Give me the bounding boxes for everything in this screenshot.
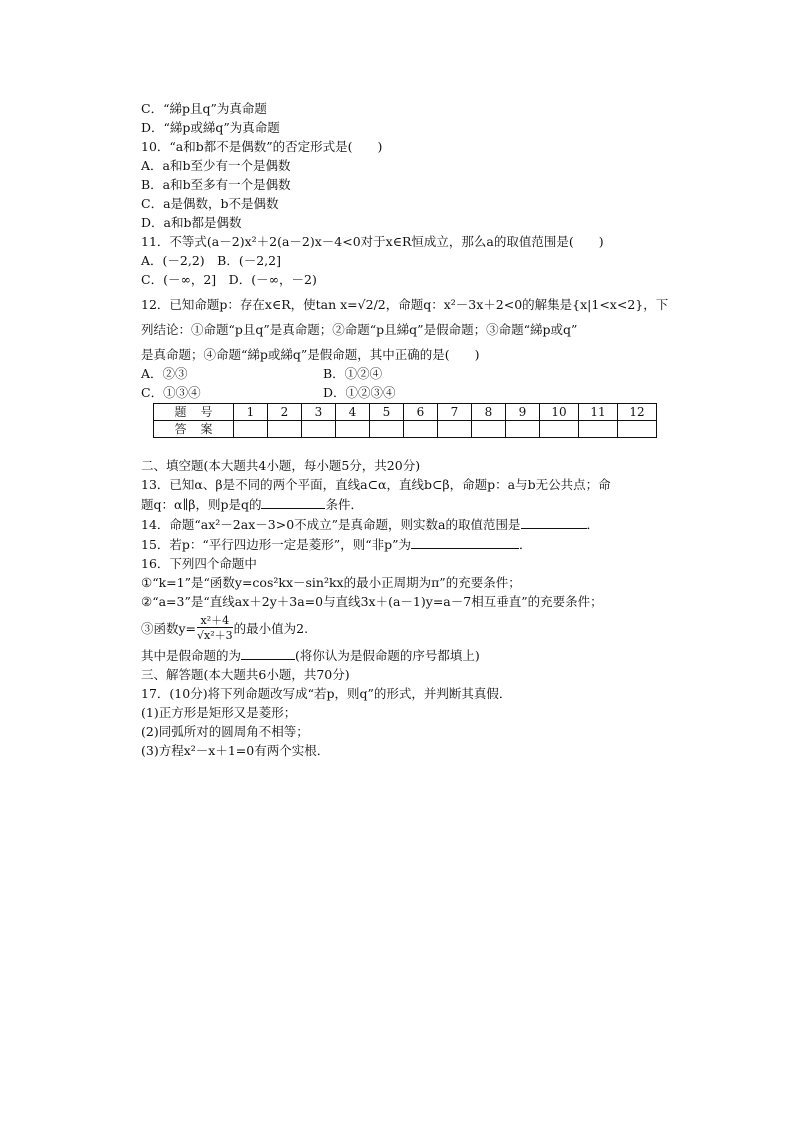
q12-stem-1: 12．已知命题p：存在x∈R，使tan x=√2/2，命题q：x²－3x＋2<0的解集是{x|1<x<2}，下 [141, 297, 669, 312]
answer-table-number: 3 [302, 404, 336, 421]
q12-option-c: C．①③④ [141, 385, 201, 400]
q14-answer-blank[interactable] [521, 514, 587, 529]
q16-statement-3 [141, 611, 681, 645]
q16-3-prefix: ③函数y= [141, 620, 197, 636]
q11-options-ab: A．(－2,2) B．(－2,2] [141, 253, 281, 268]
q16-3-fraction [197, 614, 233, 642]
q16-end-text: 其中是假命题的为 [141, 648, 242, 663]
answer-cell[interactable] [336, 421, 370, 438]
q17-item-1: (1)正方形是矩形又是菱形； [141, 705, 297, 720]
q12-stem-3: 是真命题；④命题“綈p或綈q”是假命题，其中正确的是( ) [141, 347, 480, 362]
answer-table-number: 6 [404, 404, 438, 421]
section2-heading: 二、填空题(本大题共4小题，每小题5分，共20分) [141, 458, 421, 473]
q11-stem: 11．不等式(a－2)x²＋2(a－2)x－4<0对于x∈R恒成立，那么a的取值范围是( ) [141, 234, 604, 249]
q10-option-b: B．a和b至多有一个是偶数 [141, 177, 291, 192]
exam-page [141, 99, 681, 760]
answer-table-row2-label: 答案 [154, 421, 234, 438]
answer-table-number: 7 [438, 404, 472, 421]
answer-table-number: 11 [579, 404, 618, 421]
answer-table-number: 2 [268, 404, 302, 421]
answer-cell[interactable] [472, 421, 506, 438]
q16-3-numerator: x²＋4 [200, 614, 230, 627]
answer-cell[interactable] [302, 421, 336, 438]
q12-options-row-1 [141, 364, 681, 383]
answer-table-number: 9 [506, 404, 540, 421]
q9-option-d: D．“綈p或綈q”为真命题 [141, 120, 280, 135]
q10-option-d: D．a和b都是偶数 [141, 215, 242, 230]
answer-table-number: 1 [234, 404, 268, 421]
q17-item-2: (2)同弧所对的圆周角不相等； [141, 724, 309, 739]
answer-cell[interactable] [579, 421, 618, 438]
q14-text: 14．命题“ax²－2ax－3>0不成立”是真命题，则实数a的取值范围是 [141, 517, 521, 532]
q14-stem [141, 514, 681, 534]
answer-table-row1-label: 题号 [154, 404, 234, 421]
q16-answer-line [141, 645, 681, 665]
q13-stem-2 [141, 494, 681, 514]
q15-stem [141, 534, 681, 554]
answer-table-number: 4 [336, 404, 370, 421]
q10-option-a: A．a和b至少有一个是偶数 [141, 158, 291, 173]
q17-stem: 17．(10分)将下列命题改写成“若p，则q”的形式，并判断其真假． [141, 686, 512, 701]
q16-3-suffix: 的最小值为2. [233, 620, 309, 636]
answer-table [153, 403, 657, 438]
q12-option-a: A．②③ [141, 366, 188, 381]
answer-cell[interactable] [618, 421, 657, 438]
q11-options-cd: C．(－∞，2] D．(－∞，－2) [141, 272, 317, 287]
q16-statement-1: ①“k=1”是“函数y=cos²kx－sin²kx的最小正周期为π”的充要条件； [141, 575, 521, 590]
q12-options-row-2 [141, 383, 681, 402]
q13-text: 题q：α∥β，则p是q的 [141, 497, 262, 512]
answer-table-number: 5 [370, 404, 404, 421]
q14-text-end: ． [586, 517, 600, 532]
q9-option-c: C．“綈p且q”为真命题 [141, 101, 267, 116]
answer-cell[interactable] [540, 421, 579, 438]
q15-text: 15．若p：“平行四边形一定是菱形”，则“非p”为 [141, 537, 411, 552]
answer-cell[interactable] [268, 421, 302, 438]
q10-stem: 10．“a和b都不是偶数”的否定形式是( ) [141, 139, 383, 154]
answer-cell[interactable] [506, 421, 540, 438]
answer-cell[interactable] [234, 421, 268, 438]
q12-option-d: D．①②③④ [323, 385, 396, 400]
answer-table-number: 12 [618, 404, 657, 421]
q13-answer-blank[interactable] [261, 494, 325, 509]
q16-stem: 16．下列四个命题中 [141, 556, 257, 571]
q12-option-b: B．①②④ [323, 366, 383, 381]
section3-heading: 三、解答题(本大题共6小题，共70分) [141, 667, 350, 682]
answer-table-number-row [154, 404, 657, 421]
q10-option-c: C．a是偶数，b不是偶数 [141, 196, 279, 211]
q15-answer-blank[interactable] [411, 534, 519, 549]
q16-3-denominator: √x²＋3 [197, 629, 233, 642]
q17-item-3: (3)方程x²－x＋1=0有两个实根． [141, 743, 330, 758]
answer-table-number: 8 [472, 404, 506, 421]
q16-statement-2: ②“a=3”是“直线ax＋2y＋3a=0与直线3x＋(a－1)y=a－7相互垂直”的充要条件； [141, 594, 603, 609]
answer-cell[interactable] [404, 421, 438, 438]
q13-text-end: 条件． [325, 497, 363, 512]
q16-end-note: (将你认为是假命题的序号都填上) [295, 648, 480, 663]
answer-table-answer-row [154, 421, 657, 438]
q12-stem-2: 列结论：①命题“p且q”是真命题；②命题“p且綈q”是假命题；③命题“綈p或q” [141, 322, 578, 337]
q13-stem-1: 13．已知α、β是不同的两个平面，直线a⊂α，直线b⊂β，命题p：a与b无公共点；命 [141, 477, 611, 492]
q16-answer-blank[interactable] [241, 645, 295, 660]
answer-cell[interactable] [370, 421, 404, 438]
answer-table-number: 10 [540, 404, 579, 421]
answer-cell[interactable] [438, 421, 472, 438]
q15-text-end: ． [518, 537, 532, 552]
